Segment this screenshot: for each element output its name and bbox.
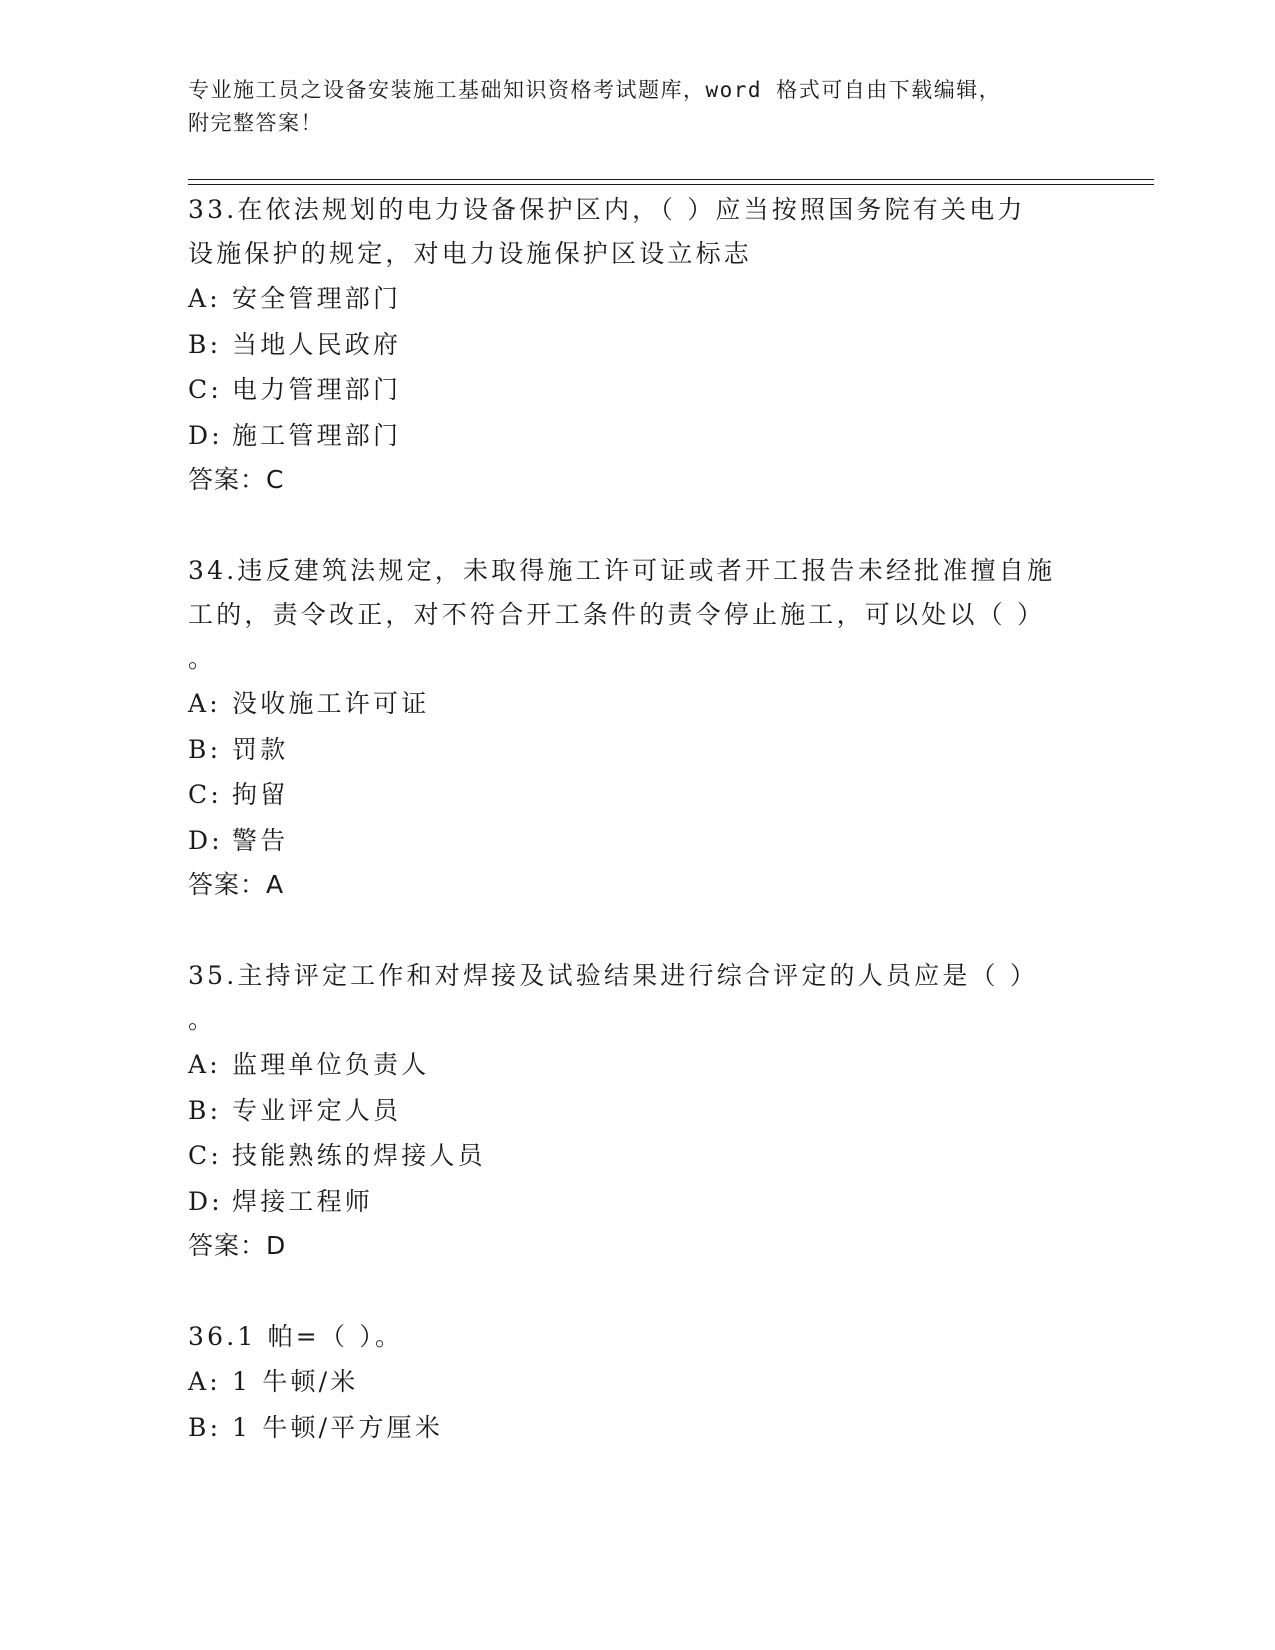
option-letter: D: <box>188 825 223 855</box>
option-letter: C: <box>188 375 222 404</box>
option-letter: B: <box>188 1412 222 1442</box>
option-letter: C: <box>188 1141 222 1170</box>
option-text: 施工管理部门 <box>232 420 402 450</box>
option-letter: C: <box>188 780 222 809</box>
question-36 <box>188 1315 1088 1450</box>
option-d <box>188 818 1088 864</box>
option-text: 电力管理部门 <box>232 375 402 404</box>
option-text: 焊接工程师 <box>232 1186 374 1216</box>
question-stem: 1 帕=（ ）。 <box>237 1322 404 1351</box>
header-rule-bottom <box>188 184 1154 185</box>
question-35 <box>188 954 1088 1268</box>
option-text: 专业评定人员 <box>232 1095 402 1125</box>
option-letter: D: <box>188 1186 223 1216</box>
option-letter: B: <box>188 734 222 764</box>
option-b <box>188 727 1088 773</box>
option-c <box>188 1133 1088 1179</box>
question-34 <box>188 549 1088 907</box>
option-c <box>188 367 1088 413</box>
question-text-line <box>188 188 1088 232</box>
option-text: 安全管理部门 <box>232 284 402 313</box>
question-text-line <box>188 954 1088 998</box>
option-text: 警告 <box>232 825 289 855</box>
question-text-line <box>188 1315 1088 1359</box>
question-text-line <box>188 549 1088 593</box>
option-d <box>188 1179 1088 1225</box>
option-text: 没收施工许可证 <box>232 689 430 718</box>
header-rule-top <box>188 179 1154 180</box>
option-letter: A: <box>188 1367 221 1396</box>
option-a <box>188 1359 1088 1405</box>
option-letter: B: <box>188 1095 222 1125</box>
question-number: 36. <box>188 1322 238 1351</box>
option-a <box>188 276 1088 322</box>
question-number: 34. <box>188 556 238 585</box>
option-b <box>188 322 1088 368</box>
option-d <box>188 413 1088 459</box>
option-text: 当地人民政府 <box>232 329 402 359</box>
answer-line: 答案：D <box>188 1231 287 1260</box>
option-letter: A: <box>188 1050 221 1079</box>
option-letter: B: <box>188 329 222 359</box>
question-stem: 在依法规划的电力设备保护区内，（ ）应当按照国务院有关电力 <box>237 195 1026 224</box>
option-text: 拘留 <box>232 780 289 809</box>
option-text: 罚款 <box>232 734 289 764</box>
question-stem: 主持评定工作和对焊接及试验结果进行综合评定的人员应是（ ） <box>237 961 1039 990</box>
option-b <box>188 1405 1088 1451</box>
option-letter: A: <box>188 689 221 718</box>
option-a <box>188 681 1088 727</box>
option-text: 1 牛顿/平方厘米 <box>232 1412 444 1442</box>
header-line-1: 专业施工员之设备安装施工基础知识资格考试题库，word 格式可自由下载编辑， <box>188 78 1002 102</box>
option-text: 技能熟练的焊接人员 <box>232 1141 486 1170</box>
question-text-line: 设施保护的规定，对电力设施保护区设立标志 <box>188 239 753 268</box>
question-number: 33. <box>188 195 238 224</box>
option-letter: D: <box>188 420 223 450</box>
option-letter: A: <box>188 284 221 313</box>
document-header <box>188 74 1068 140</box>
question-text-line: 工的，责令改正，对不符合开工条件的责令停止施工，可以处以（ ） <box>188 600 1046 629</box>
header-line-2: 附完整答案！ <box>188 111 323 135</box>
question-list <box>188 188 1088 1450</box>
answer-line: 答案：A <box>188 870 285 899</box>
question-text-line: 。 <box>188 644 217 673</box>
option-a <box>188 1042 1088 1088</box>
answer-line: 答案：C <box>188 465 285 494</box>
option-text: 1 牛顿/米 <box>232 1367 359 1396</box>
question-number: 35. <box>188 961 238 990</box>
question-stem: 违反建筑法规定，未取得施工许可证或者开工报告未经批准擅自施 <box>237 556 1056 585</box>
question-text-line: 。 <box>188 1005 217 1034</box>
option-c <box>188 772 1088 818</box>
question-33 <box>188 188 1088 502</box>
option-text: 监理单位负责人 <box>232 1050 430 1079</box>
option-b <box>188 1088 1088 1134</box>
